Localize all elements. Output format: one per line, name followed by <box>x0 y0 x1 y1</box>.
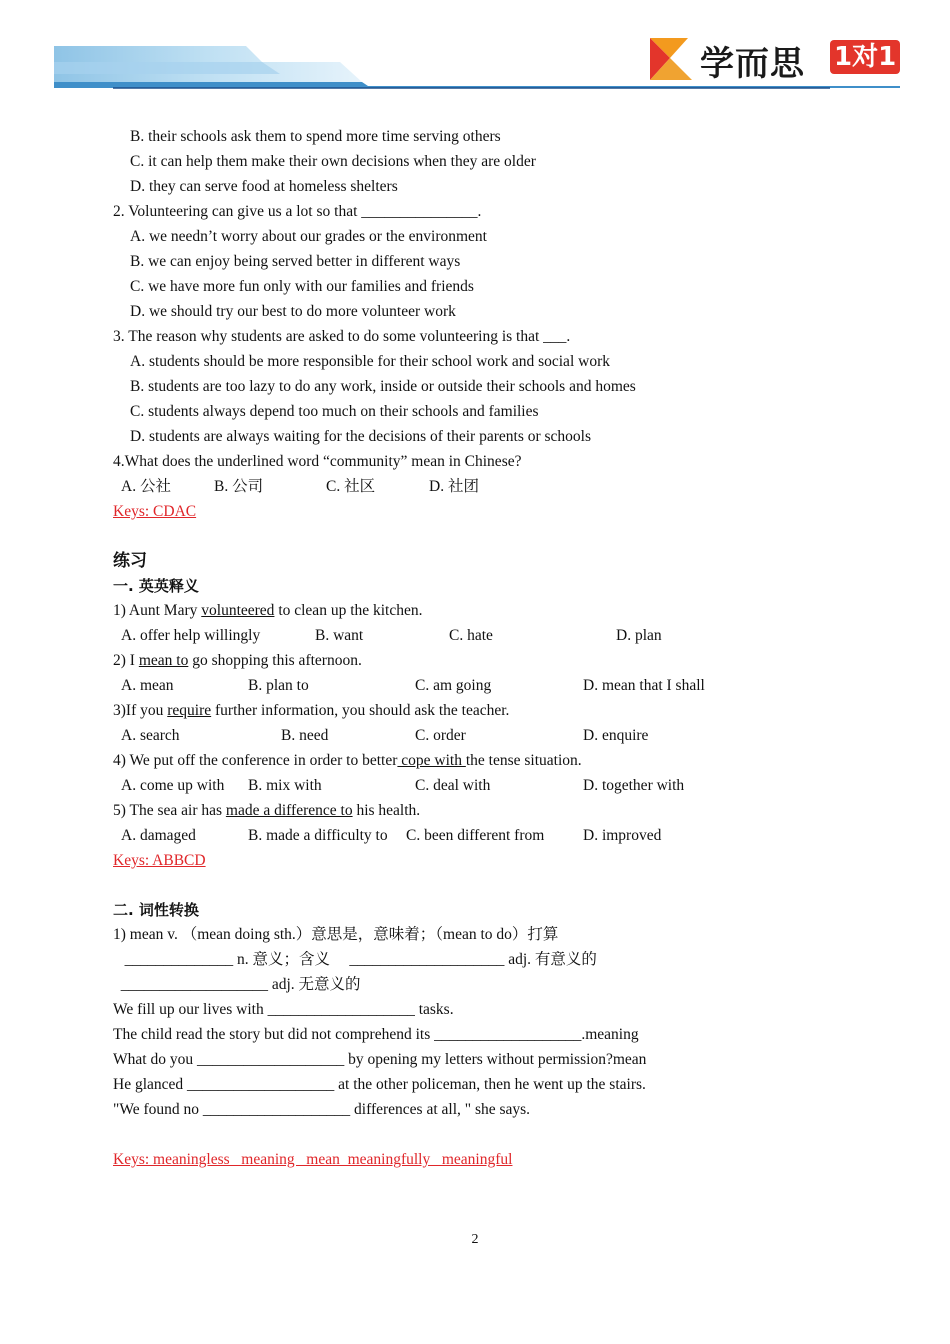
q2-option-c: C. we have more fun only with our families and friends <box>130 278 474 295</box>
logo-badge: 1对1 <box>830 40 900 74</box>
s2-line-7: He glanced ___________________ at the other policeman, then he went up the stairs. <box>113 1076 646 1093</box>
q4-option-c: C. 社区 <box>326 478 376 495</box>
s1-item2-option-a: A. mean <box>121 677 174 694</box>
s2-line-2: ______________ n. 意义；含义 ____________________ adj. 有意义的 <box>113 951 597 968</box>
section2-title: 二. 词性转换 <box>113 901 199 919</box>
q3-option-d: D. students are always waiting for the decisions of their parents or schools <box>130 428 592 445</box>
q4-option-d: D. 社团 <box>429 478 479 495</box>
s1-item3-stem: 3)If you require further information, you should ask the teacher. <box>113 702 510 719</box>
underlined-word: cope with <box>397 752 466 769</box>
page-number: 2 <box>471 1232 479 1247</box>
s1-item5-option-b: B. made a difficulty to <box>248 827 388 844</box>
section1-keys: Keys: ABBCD <box>113 852 206 869</box>
q4-option-a: A. 公社 <box>121 478 171 495</box>
s2-line-8: "We found no ___________________ differences at all, " she says. <box>113 1101 531 1118</box>
q3-stem: 3. The reason why students are asked to do some volunteering is that ___. <box>113 328 571 345</box>
section1-title: 一. 英英释义 <box>113 577 199 595</box>
s1-item4-option-c: C. deal with <box>415 777 491 794</box>
s1-item3-option-a: A. search <box>121 727 180 744</box>
q1-option-c: C. it can help them make their own decisions when they are older <box>130 153 536 170</box>
page-header <box>0 0 950 100</box>
s1-item5-option-a: A. damaged <box>121 827 196 844</box>
s1-item2-option-b: B. plan to <box>248 677 309 694</box>
s1-item3-option-c: C. order <box>415 727 466 744</box>
s1-item2-stem: 2) I mean to go shopping this afternoon. <box>113 652 362 669</box>
q4-option-b: B. 公司 <box>214 478 264 495</box>
q2-option-d: D. we should try our best to do more volunteer work <box>130 303 456 320</box>
quiz-keys: Keys: CDAC <box>113 503 197 520</box>
s1-item3-option-d: D. enquire <box>583 727 649 744</box>
q3-option-c: C. students always depend too much on their schools and families <box>130 403 539 420</box>
s1-item4-stem: 4) We put off the conference in order to better cope with the tense situation. <box>113 752 582 769</box>
s2-line-6: What do you ___________________ by opening my letters without permission?mean <box>113 1051 647 1068</box>
s1-item2-option-d: D. mean that I shall <box>583 677 705 694</box>
underlined-word: require <box>167 702 212 719</box>
s1-item3-option-b: B. need <box>281 727 329 744</box>
s1-item1-option-d: D. plan <box>616 627 662 644</box>
header-banner <box>0 0 950 100</box>
s1-item4-option-b: B. mix with <box>248 777 322 794</box>
s1-item4-option-a: A. come up with <box>121 777 225 794</box>
s1-item1-option-b: B. want <box>315 627 364 644</box>
s1-item4-option-d: D. together with <box>583 777 685 794</box>
s2-line-3: ___________________ adj. 无意义的 <box>113 976 361 993</box>
q1-option-b: B. their schools ask them to spend more time serving others <box>130 128 501 145</box>
q3-option-b: B. students are too lazy to do any work, inside or outside their schools and homes <box>130 378 636 395</box>
section2-keys: Keys: meaningless meaning mean meaningfully meaningful <box>113 1151 513 1168</box>
q1-option-d: D. they can serve food at homeless shelters <box>130 178 398 195</box>
q3-option-a: A. students should be more responsible for their school work and social work <box>130 353 610 370</box>
s2-line-4: We fill up our lives with ___________________ tasks. <box>113 1001 454 1018</box>
s1-item1-option-a: A. offer help willingly <box>121 627 261 644</box>
practice-title: 练习 <box>113 551 147 571</box>
q2-option-a: A. we needn’t worry about our grades or the environment <box>130 228 487 245</box>
s1-item1-stem: 1) Aunt Mary volunteered to clean up the kitchen. <box>113 602 423 619</box>
s1-item5-option-c: C. been different from <box>406 827 545 844</box>
underlined-word: mean to <box>138 652 189 669</box>
s1-item5-option-d: D. improved <box>583 827 662 844</box>
s2-line-1: 1) mean v. （mean doing sth.）意思是，意味着；（mean to do）打算 <box>113 926 559 943</box>
s1-item5-stem: 5) The sea air has made a difference to his health. <box>113 802 421 819</box>
q2-stem: 2. Volunteering can give us a lot so that _______________. <box>113 203 482 220</box>
q4-stem: 4.What does the underlined word “community” mean in Chinese? <box>113 453 522 470</box>
s2-line-5: The child read the story but did not comprehend its ___________________.meaning <box>113 1026 639 1043</box>
s1-item1-option-c: C. hate <box>449 627 493 644</box>
s1-item2-option-c: C. am going <box>415 677 492 694</box>
underlined-word: volunteered <box>201 602 275 619</box>
q2-option-b: B. we can enjoy being served better in different ways <box>130 253 461 270</box>
underlined-word: made a difference to <box>225 802 353 819</box>
logo-text: 学而思 <box>700 44 805 84</box>
logo-mark <box>650 38 692 80</box>
